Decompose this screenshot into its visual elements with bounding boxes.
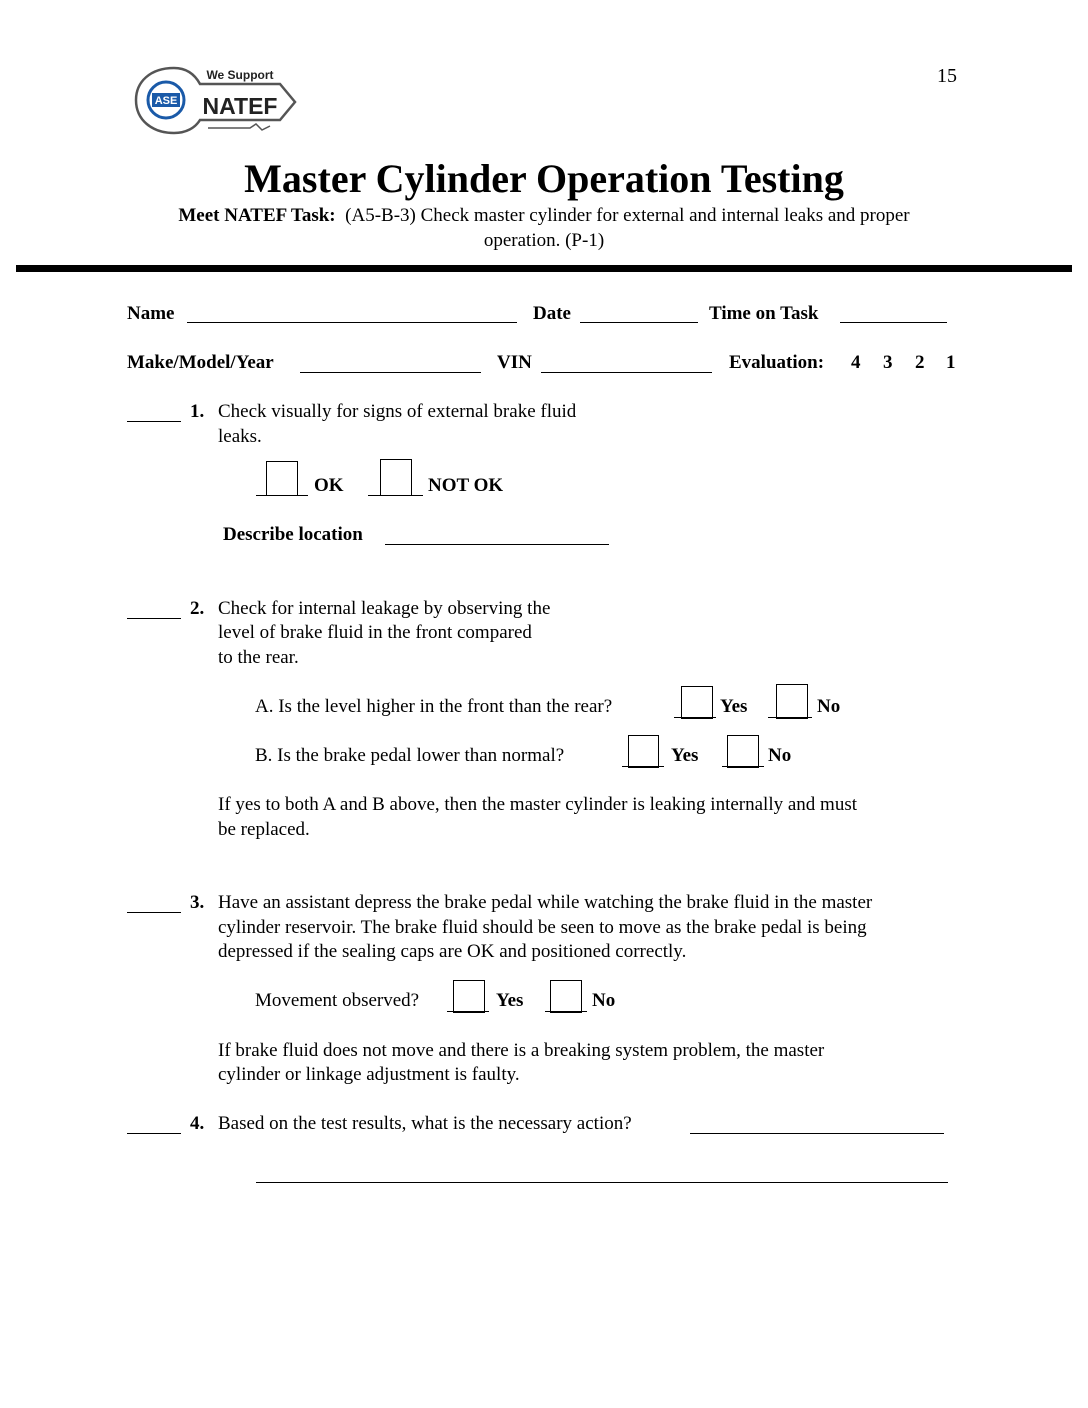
ase-key-logo-icon [130, 60, 305, 145]
item-1-describe-label: Describe location [223, 524, 363, 545]
item-3-score-blank[interactable] [127, 912, 181, 913]
date-input[interactable] [580, 322, 698, 323]
item-1-ok-underline [256, 495, 308, 496]
item-1-line2: leaks. [218, 426, 262, 447]
item-4-action-input[interactable] [690, 1133, 944, 1134]
item-2a-yes-checkbox[interactable] [681, 686, 713, 719]
item-2b-no-checkbox[interactable] [727, 735, 759, 768]
name-input[interactable] [187, 322, 517, 323]
item-2a-yes-underline [674, 717, 716, 718]
item-4-number: 4. [190, 1113, 205, 1134]
item-3-number: 3. [190, 892, 205, 913]
item-2b-yes-checkbox[interactable] [628, 735, 659, 768]
item-2a-no-label: No [817, 696, 841, 717]
item-2-line2: level of brake fluid in the front compared [218, 622, 532, 643]
make-model-year-label: Make/Model/Year [127, 352, 274, 373]
item-3-yes-underline [447, 1011, 489, 1012]
item-2a-no-underline [768, 717, 812, 718]
item-3-movement-question: Movement observed? [255, 990, 420, 1011]
item-2-note-line2: be replaced. [218, 819, 310, 840]
item-1-ok-label: OK [314, 475, 344, 496]
date-label: Date [533, 303, 571, 324]
logo-badge-text: ASE [154, 95, 178, 107]
logo-main-text: NATEF [202, 93, 278, 119]
item-2b-no-underline [722, 766, 764, 767]
evaluation-score-1[interactable]: 1 [946, 352, 956, 373]
subtitle-line1 [0, 204, 1088, 228]
evaluation-label: Evaluation: [729, 352, 825, 373]
title-block [0, 156, 1088, 202]
make-model-year-input[interactable] [300, 372, 481, 373]
item-3-line1: Have an assistant depress the brake pedal while watching the brake fluid in the master [218, 892, 873, 913]
item-2-number: 2. [190, 598, 205, 619]
item-3-line3: depressed if the sealing caps are OK and positioned correctly. [218, 941, 687, 962]
item-1-notok-label: NOT OK [428, 475, 504, 496]
item-1-line1: Check visually for signs of external brake fluid [218, 401, 577, 422]
name-label: Name [127, 303, 175, 324]
item-2-question-a: A. Is the level higher in the front than the rear? [255, 696, 613, 717]
vin-label: VIN [497, 352, 532, 373]
item-3-yes-checkbox[interactable] [453, 980, 485, 1013]
item-4-line1: Based on the test results, what is the necessary action? [218, 1113, 632, 1134]
item-2-line1: Check for internal leakage by observing the [218, 598, 551, 619]
logo-top-text: We Support [206, 68, 274, 82]
evaluation-score-3[interactable]: 3 [883, 352, 893, 373]
item-1-describe-input[interactable] [385, 544, 609, 545]
item-4-action-input-continued[interactable] [256, 1182, 948, 1183]
item-2-line3: to the rear. [218, 647, 299, 668]
subtitle-text-1: (A5-B-3) Check master cylinder for external and internal leaks and proper [345, 205, 910, 226]
item-1-score-blank[interactable] [127, 421, 181, 422]
subtitle-label: Meet NATEF Task: [178, 205, 336, 226]
item-3-note-line2: cylinder or linkage adjustment is faulty. [218, 1064, 520, 1085]
item-2a-no-checkbox[interactable] [776, 684, 808, 719]
header-divider [16, 265, 1072, 272]
item-2-question-b: B. Is the brake pedal lower than normal? [255, 745, 565, 766]
item-4-score-blank[interactable] [127, 1133, 181, 1134]
item-1-number: 1. [190, 401, 205, 422]
item-3-no-checkbox[interactable] [550, 980, 582, 1013]
natef-logo [130, 60, 305, 145]
evaluation-score-4[interactable]: 4 [851, 352, 861, 373]
evaluation-score-2[interactable]: 2 [915, 352, 925, 373]
time-on-task-label: Time on Task [709, 303, 819, 324]
item-2b-yes-underline [622, 766, 664, 767]
item-3-note-line1: If brake fluid does not move and there is a breaking system problem, the master [218, 1040, 825, 1061]
item-2b-no-label: No [768, 745, 792, 766]
item-1-notok-underline [368, 495, 423, 496]
page-number: 15 [937, 65, 957, 87]
item-3-no-underline [545, 1011, 587, 1012]
vin-input[interactable] [541, 372, 712, 373]
item-2a-yes-label: Yes [720, 696, 748, 717]
item-2-score-blank[interactable] [127, 618, 181, 619]
time-on-task-input[interactable] [840, 322, 947, 323]
item-3-yes-label: Yes [496, 990, 524, 1011]
subtitle-text-2: operation. (P-1) [483, 230, 605, 251]
item-1-notok-checkbox[interactable] [380, 459, 412, 496]
item-3-line2: cylinder reservoir. The brake fluid should be seen to move as the brake pedal is being [218, 917, 867, 938]
item-1-ok-checkbox[interactable] [266, 461, 298, 496]
page-title: Master Cylinder Operation Testing [244, 156, 844, 201]
item-2-note-line1: If yes to both A and B above, then the master cylinder is leaking internally and must [218, 794, 857, 815]
item-2b-yes-label: Yes [671, 745, 699, 766]
item-3-no-label: No [592, 990, 616, 1011]
